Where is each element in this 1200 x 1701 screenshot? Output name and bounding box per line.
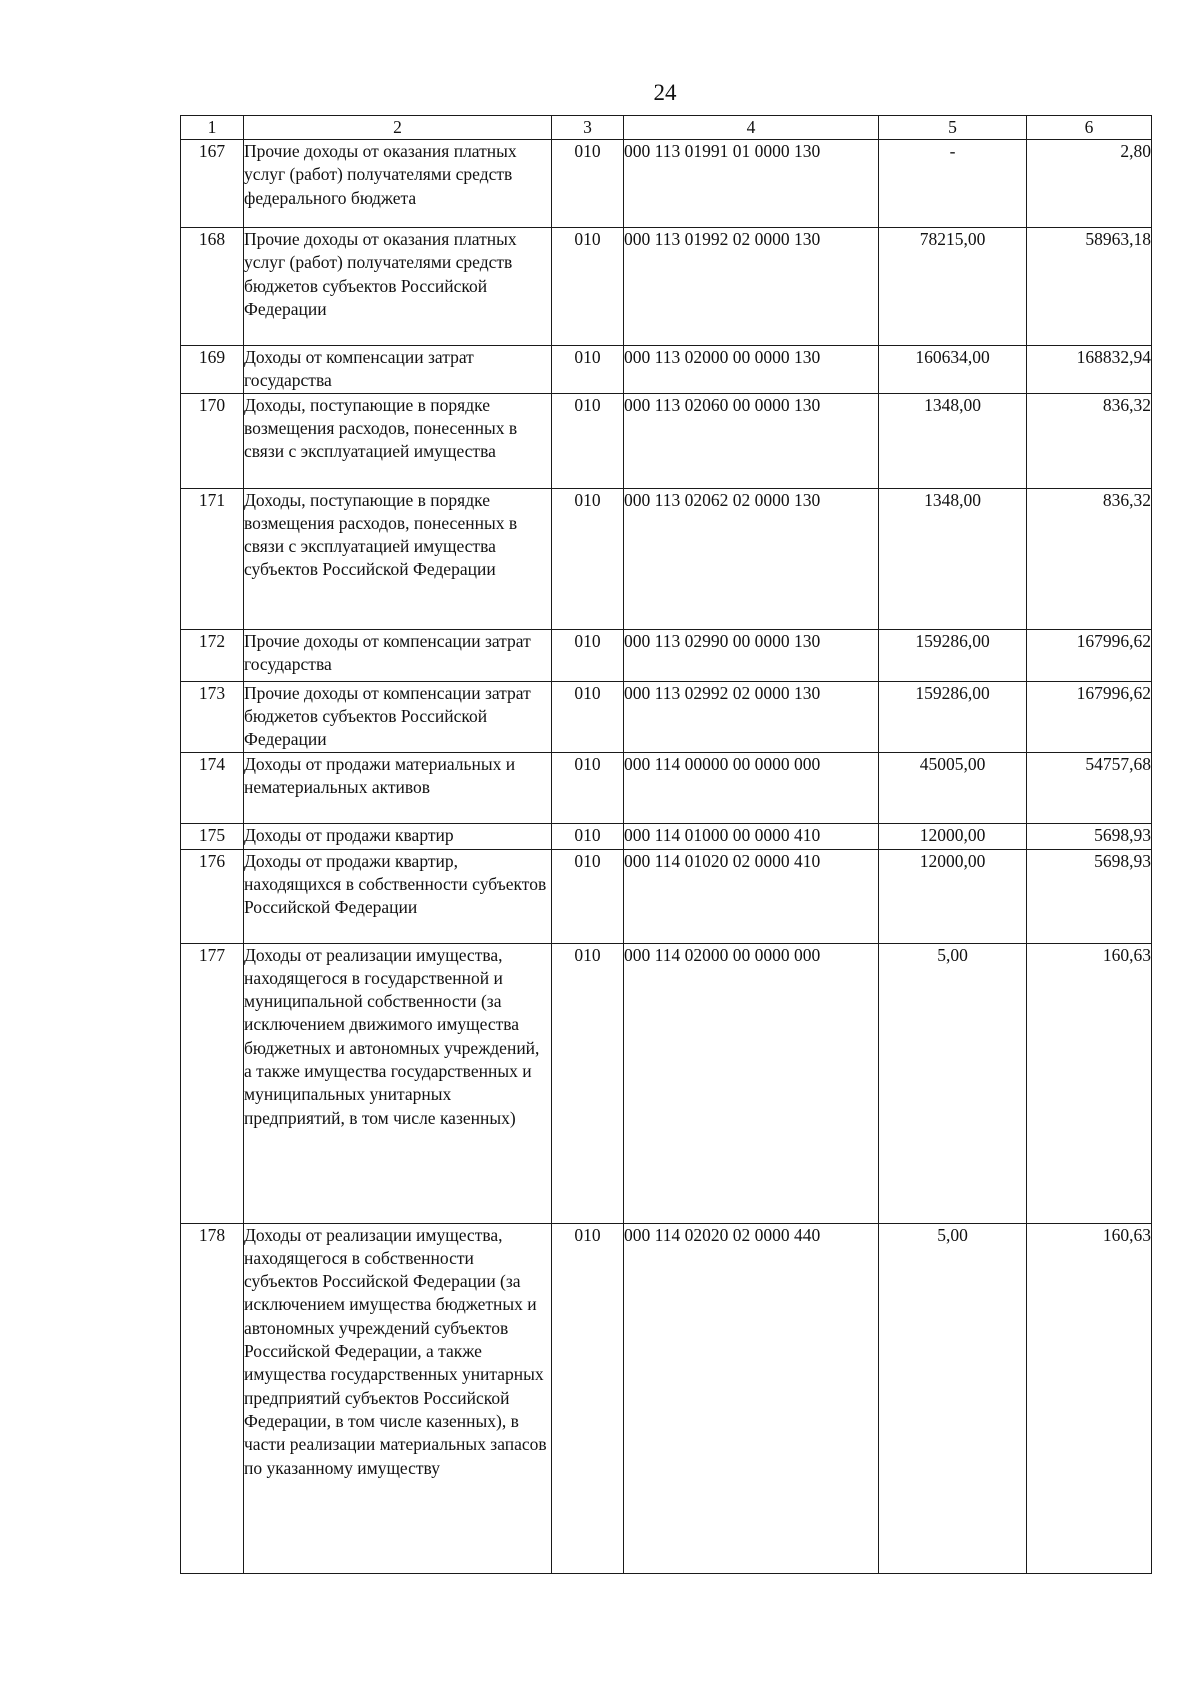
row-budget-code: 000 113 01992 02 0000 130 bbox=[624, 228, 879, 346]
row-name: Прочие доходы от оказания платных услуг (работ) получателями средств бюджетов субъектов Российской Федерации bbox=[244, 228, 552, 346]
row-value-col6: 167996,62 bbox=[1027, 629, 1152, 681]
table-header bbox=[181, 116, 1152, 140]
row-number: 174 bbox=[181, 752, 244, 823]
row-admin-code: 010 bbox=[552, 346, 624, 394]
row-number: 172 bbox=[181, 629, 244, 681]
row-value-col6: 836,32 bbox=[1027, 488, 1152, 629]
row-value-col6: 167996,62 bbox=[1027, 681, 1152, 752]
row-value-col5: - bbox=[879, 140, 1027, 228]
table-row bbox=[181, 140, 1152, 228]
table-row bbox=[181, 393, 1152, 488]
row-value-col6: 2,80 bbox=[1027, 140, 1152, 228]
row-name: Доходы от продажи квартир, находящихся в собственности субъектов Российской Федерации bbox=[244, 849, 552, 943]
row-admin-code: 010 bbox=[552, 1223, 624, 1573]
row-budget-code: 000 113 01991 01 0000 130 bbox=[624, 140, 879, 228]
row-admin-code: 010 bbox=[552, 629, 624, 681]
column-header-1: 1 bbox=[181, 116, 244, 140]
row-name: Доходы от реализации имущества, находящегося в собственности субъектов Российской Федерации (за исключением имущества бюджетных и автономных учреждений субъектов Российской Федерации, а также имущества государственных унитарных предприятий субъектов Российской Федерации, в том числе казенных), в части реализации материальных запасов по указанному имуществу bbox=[244, 1223, 552, 1573]
row-number: 173 bbox=[181, 681, 244, 752]
row-number: 169 bbox=[181, 346, 244, 394]
row-budget-code: 000 114 02020 02 0000 440 bbox=[624, 1223, 879, 1573]
column-header-4: 4 bbox=[624, 116, 879, 140]
row-value-col6: 168832,94 bbox=[1027, 346, 1152, 394]
table-row bbox=[181, 228, 1152, 346]
row-number: 168 bbox=[181, 228, 244, 346]
row-number: 177 bbox=[181, 943, 244, 1223]
row-value-col5: 5,00 bbox=[879, 943, 1027, 1223]
row-value-col6: 160,63 bbox=[1027, 1223, 1152, 1573]
row-name: Доходы, поступающие в порядке возмещения расходов, понесенных в связи с эксплуатацией имущества bbox=[244, 393, 552, 488]
column-header-5: 5 bbox=[879, 116, 1027, 140]
row-value-col6: 54757,68 bbox=[1027, 752, 1152, 823]
row-admin-code: 010 bbox=[552, 823, 624, 849]
row-name: Доходы от продажи материальных и нематериальных активов bbox=[244, 752, 552, 823]
column-header-3: 3 bbox=[552, 116, 624, 140]
row-value-col5: 159286,00 bbox=[879, 629, 1027, 681]
row-budget-code: 000 113 02062 02 0000 130 bbox=[624, 488, 879, 629]
row-budget-code: 000 113 02990 00 0000 130 bbox=[624, 629, 879, 681]
row-value-col5: 12000,00 bbox=[879, 823, 1027, 849]
row-value-col5: 159286,00 bbox=[879, 681, 1027, 752]
row-value-col5: 1348,00 bbox=[879, 488, 1027, 629]
row-number: 178 bbox=[181, 1223, 244, 1573]
row-name: Прочие доходы от оказания платных услуг (работ) получателями средств федерального бюджета bbox=[244, 140, 552, 228]
row-admin-code: 010 bbox=[552, 943, 624, 1223]
table-body bbox=[181, 140, 1152, 1574]
page-number: 24 bbox=[653, 80, 677, 105]
row-value-col5: 160634,00 bbox=[879, 346, 1027, 394]
row-value-col5: 5,00 bbox=[879, 1223, 1027, 1573]
row-name: Доходы, поступающие в порядке возмещения расходов, понесенных в связи с эксплуатацией имущества субъектов Российской Федерации bbox=[244, 488, 552, 629]
row-name: Доходы от компенсации затрат государства bbox=[244, 346, 552, 394]
header-row bbox=[181, 116, 1152, 140]
table-row bbox=[181, 823, 1152, 849]
row-number: 175 bbox=[181, 823, 244, 849]
column-header-2: 2 bbox=[244, 116, 552, 140]
row-number: 170 bbox=[181, 393, 244, 488]
table-row bbox=[181, 488, 1152, 629]
row-value-col5: 78215,00 bbox=[879, 228, 1027, 346]
row-value-col5: 12000,00 bbox=[879, 849, 1027, 943]
row-value-col5: 45005,00 bbox=[879, 752, 1027, 823]
row-number: 171 bbox=[181, 488, 244, 629]
column-header-6: 6 bbox=[1027, 116, 1152, 140]
table-row bbox=[181, 681, 1152, 752]
row-budget-code: 000 113 02992 02 0000 130 bbox=[624, 681, 879, 752]
row-value-col6: 58963,18 bbox=[1027, 228, 1152, 346]
table-row bbox=[181, 752, 1152, 823]
row-budget-code: 000 113 02000 00 0000 130 bbox=[624, 346, 879, 394]
row-value-col6: 836,32 bbox=[1027, 393, 1152, 488]
table-row bbox=[181, 943, 1152, 1223]
row-value-col6: 5698,93 bbox=[1027, 823, 1152, 849]
row-value-col5: 1348,00 bbox=[879, 393, 1027, 488]
row-budget-code: 000 114 01020 02 0000 410 bbox=[624, 849, 879, 943]
row-name: Прочие доходы от компенсации затрат бюджетов субъектов Российской Федерации bbox=[244, 681, 552, 752]
row-number: 176 bbox=[181, 849, 244, 943]
row-budget-code: 000 114 01000 00 0000 410 bbox=[624, 823, 879, 849]
table-row bbox=[181, 629, 1152, 681]
revenue-table bbox=[180, 115, 1152, 1574]
row-admin-code: 010 bbox=[552, 752, 624, 823]
row-budget-code: 000 113 02060 00 0000 130 bbox=[624, 393, 879, 488]
row-admin-code: 010 bbox=[552, 228, 624, 346]
row-value-col6: 160,63 bbox=[1027, 943, 1152, 1223]
row-admin-code: 010 bbox=[552, 140, 624, 228]
row-name: Доходы от реализации имущества, находящегося в государственной и муниципальной собственности (за исключением движимого имущества бюджетных и автономных учреждений, а также имущества государственных и муниципальных унитарных предприятий, в том числе казенных) bbox=[244, 943, 552, 1223]
row-name: Доходы от продажи квартир bbox=[244, 823, 552, 849]
row-value-col6: 5698,93 bbox=[1027, 849, 1152, 943]
row-budget-code: 000 114 02000 00 0000 000 bbox=[624, 943, 879, 1223]
row-admin-code: 010 bbox=[552, 488, 624, 629]
row-admin-code: 010 bbox=[552, 681, 624, 752]
table-row bbox=[181, 849, 1152, 943]
table-row bbox=[181, 346, 1152, 394]
row-number: 167 bbox=[181, 140, 244, 228]
row-admin-code: 010 bbox=[552, 393, 624, 488]
row-name: Прочие доходы от компенсации затрат государства bbox=[244, 629, 552, 681]
row-budget-code: 000 114 00000 00 0000 000 bbox=[624, 752, 879, 823]
row-admin-code: 010 bbox=[552, 849, 624, 943]
table-row bbox=[181, 1223, 1152, 1573]
